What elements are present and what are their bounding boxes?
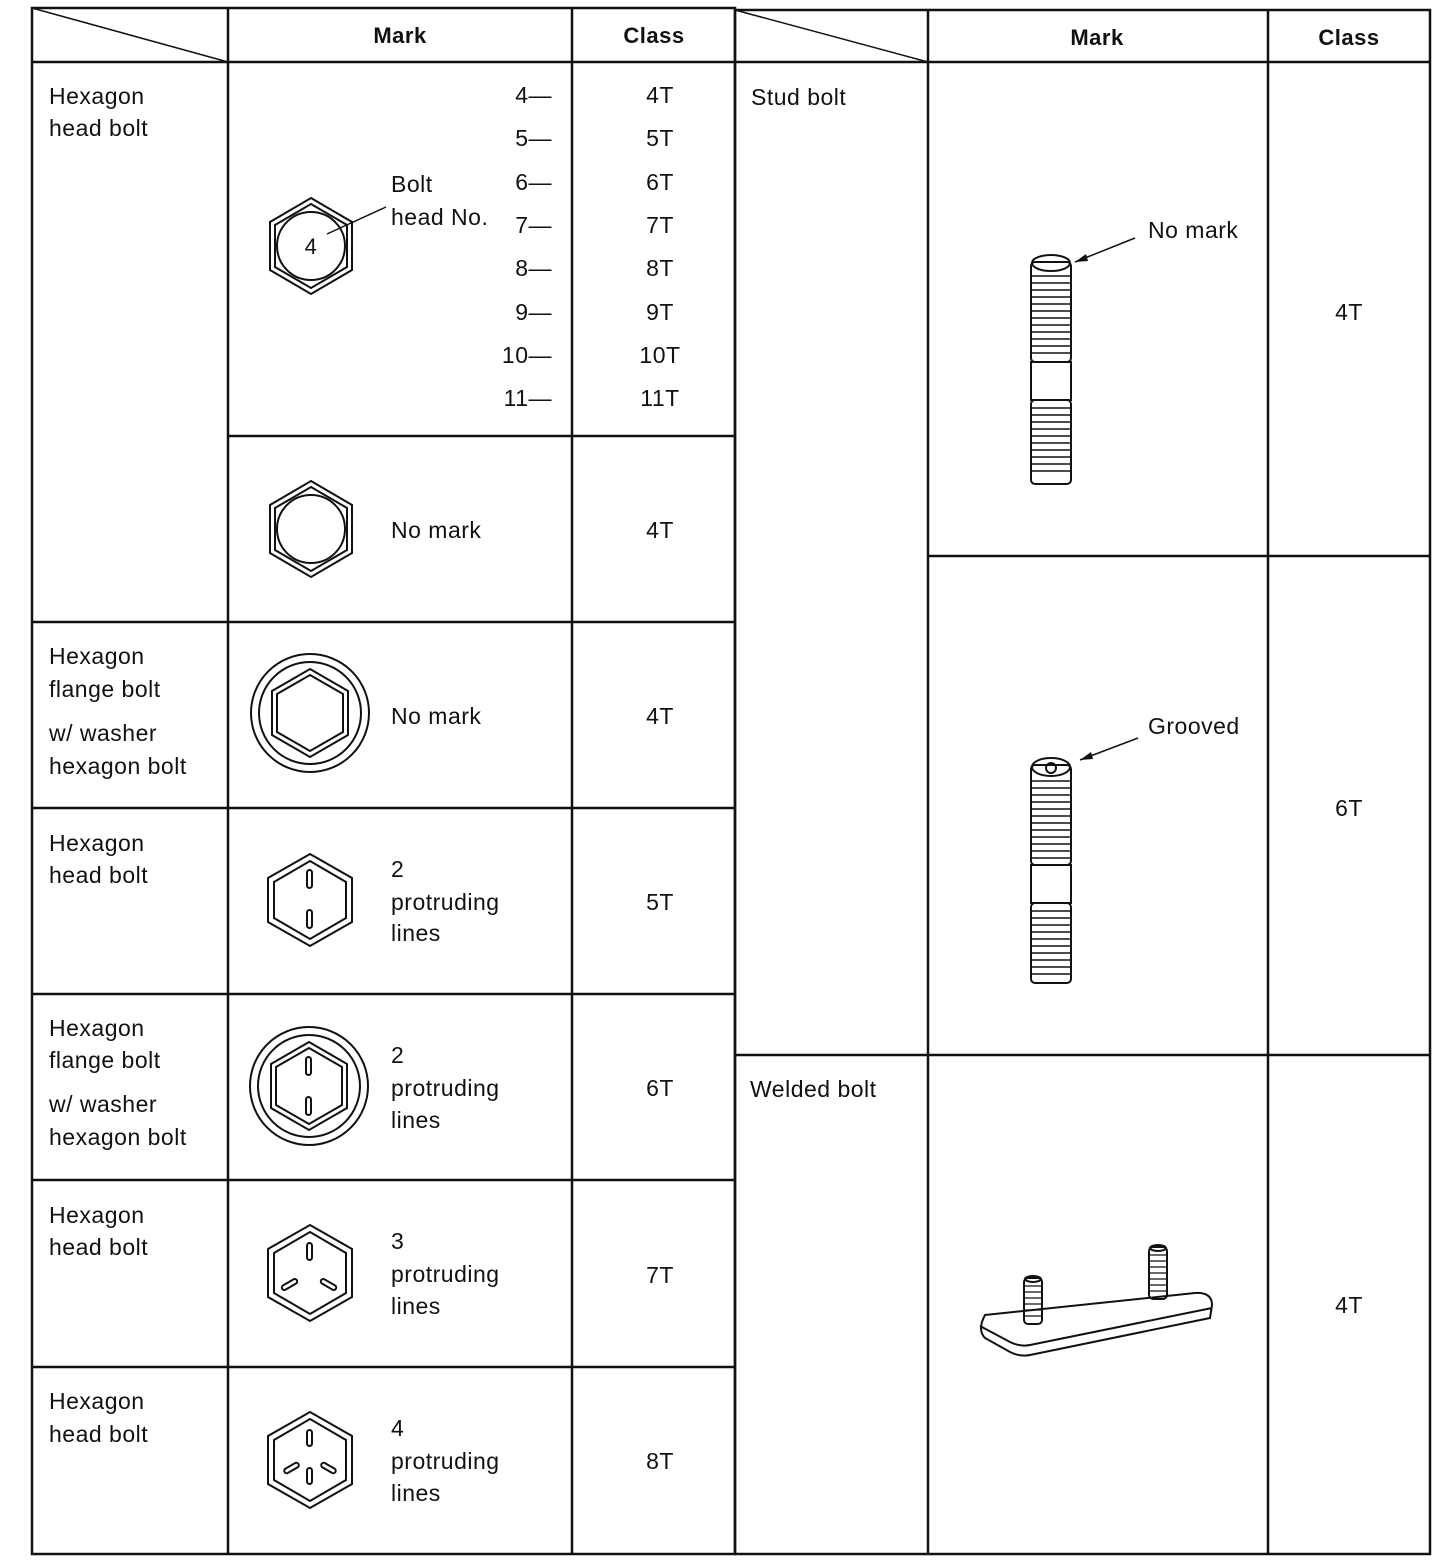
- row6-type-line1: Hexagon: [49, 1202, 145, 1228]
- stud-bolt-type: Stud bolt: [751, 84, 847, 110]
- mark-number: 4—: [515, 82, 552, 108]
- mark-number: 5—: [515, 125, 552, 151]
- row6-class: 7T: [646, 1262, 674, 1288]
- row3-class: 4T: [646, 703, 674, 729]
- left-header-mark: Mark: [373, 23, 427, 48]
- row4-class: 5T: [646, 889, 674, 915]
- right-header-mark: Mark: [1070, 25, 1124, 50]
- row2-mark: No mark: [391, 517, 482, 543]
- row7-type-line1: Hexagon: [49, 1388, 145, 1414]
- mark-number: 10—: [501, 342, 552, 368]
- row6-mark-line1: 3: [391, 1228, 405, 1254]
- hex-4-lines-icon: [268, 1412, 352, 1508]
- row6-type-line2: head bolt: [49, 1234, 149, 1260]
- row4-mark-line2: protruding: [391, 889, 500, 915]
- row3-type-line1: Hexagon: [49, 643, 145, 669]
- stud-grooved-label: Grooved: [1148, 713, 1240, 739]
- hex-no-mark-icon: [270, 481, 352, 577]
- mark-number: 11—: [503, 385, 552, 411]
- row7-mark-line2: protruding: [391, 1448, 500, 1474]
- row5-mark-line1: 2: [391, 1042, 405, 1068]
- welded-bolt-class: 4T: [1335, 1292, 1363, 1318]
- left-header-diagonal: [32, 8, 228, 62]
- welded-bolt-type: Welded bolt: [750, 1076, 877, 1102]
- stud-bolt-no-mark-icon: [1031, 238, 1135, 484]
- class-value: 10T: [639, 342, 681, 368]
- row3-type-line2: flange bolt: [49, 676, 161, 702]
- class-value: 7T: [646, 212, 674, 238]
- hex-3-lines-icon: [268, 1225, 352, 1321]
- row4-mark-line3: lines: [391, 920, 441, 946]
- class-value: 4T: [646, 82, 674, 108]
- row5-type-line1: Hexagon: [49, 1015, 145, 1041]
- hex-2-lines-icon: [268, 854, 352, 946]
- row3-type-line3: w/ washer: [49, 720, 158, 746]
- mark-number: 6—: [515, 169, 552, 195]
- welded-bolt-icon: [980, 1245, 1212, 1356]
- stud-no-mark-label: No mark: [1148, 217, 1239, 243]
- row4-type-line2: head bolt: [49, 862, 149, 888]
- stud-bolt-grooved-icon: [1031, 738, 1138, 983]
- row5-mark-line2: protruding: [391, 1075, 500, 1101]
- mark-number: 7—: [515, 212, 552, 238]
- row5-mark-line3: lines: [391, 1107, 441, 1133]
- leader-line: [327, 207, 386, 234]
- bolt-head-label-line1: Bolt: [391, 171, 433, 197]
- bolt-head-digit: 4: [304, 234, 318, 259]
- row3-mark: No mark: [391, 703, 482, 729]
- flange-no-mark-icon: [251, 654, 369, 772]
- row3-type-line4: hexagon bolt: [49, 753, 187, 779]
- row7-mark-line1: 4: [391, 1415, 405, 1441]
- row7-type-line2: head bolt: [49, 1421, 149, 1447]
- class-value: 5T: [646, 125, 674, 151]
- bolt-head-label-line2: head No.: [391, 204, 489, 230]
- class-value: 9T: [646, 299, 674, 325]
- right-table-border: [735, 10, 1430, 1554]
- row5-type-line4: hexagon bolt: [49, 1124, 187, 1150]
- right-header-diagonal: [735, 10, 928, 62]
- row5-class: 6T: [646, 1075, 674, 1101]
- row1-type-line2: head bolt: [49, 115, 149, 141]
- bolt-head-number-icon: [270, 198, 386, 294]
- row4-mark-line1: 2: [391, 856, 405, 882]
- row6-mark-line3: lines: [391, 1293, 441, 1319]
- right-header-class: Class: [1318, 25, 1380, 50]
- class-value: 6T: [646, 169, 674, 195]
- row6-mark-line2: protruding: [391, 1261, 500, 1287]
- row1-type-line1: Hexagon: [49, 83, 145, 109]
- mark-number: 8—: [515, 255, 552, 281]
- mark-number: 9—: [515, 299, 552, 325]
- row4-type-line1: Hexagon: [49, 830, 145, 856]
- row5-type-line2: flange bolt: [49, 1047, 161, 1073]
- row7-mark-line3: lines: [391, 1480, 441, 1506]
- left-header-class: Class: [623, 23, 685, 48]
- class-value: 11T: [640, 385, 680, 411]
- class-value: 8T: [646, 255, 674, 281]
- row7-class: 8T: [646, 1448, 674, 1474]
- stud-grooved-class: 6T: [1335, 795, 1363, 821]
- stud-no-mark-class: 4T: [1335, 299, 1363, 325]
- row5-type-line3: w/ washer: [49, 1091, 158, 1117]
- flange-2-lines-icon: [250, 1027, 368, 1145]
- row2-class: 4T: [646, 517, 674, 543]
